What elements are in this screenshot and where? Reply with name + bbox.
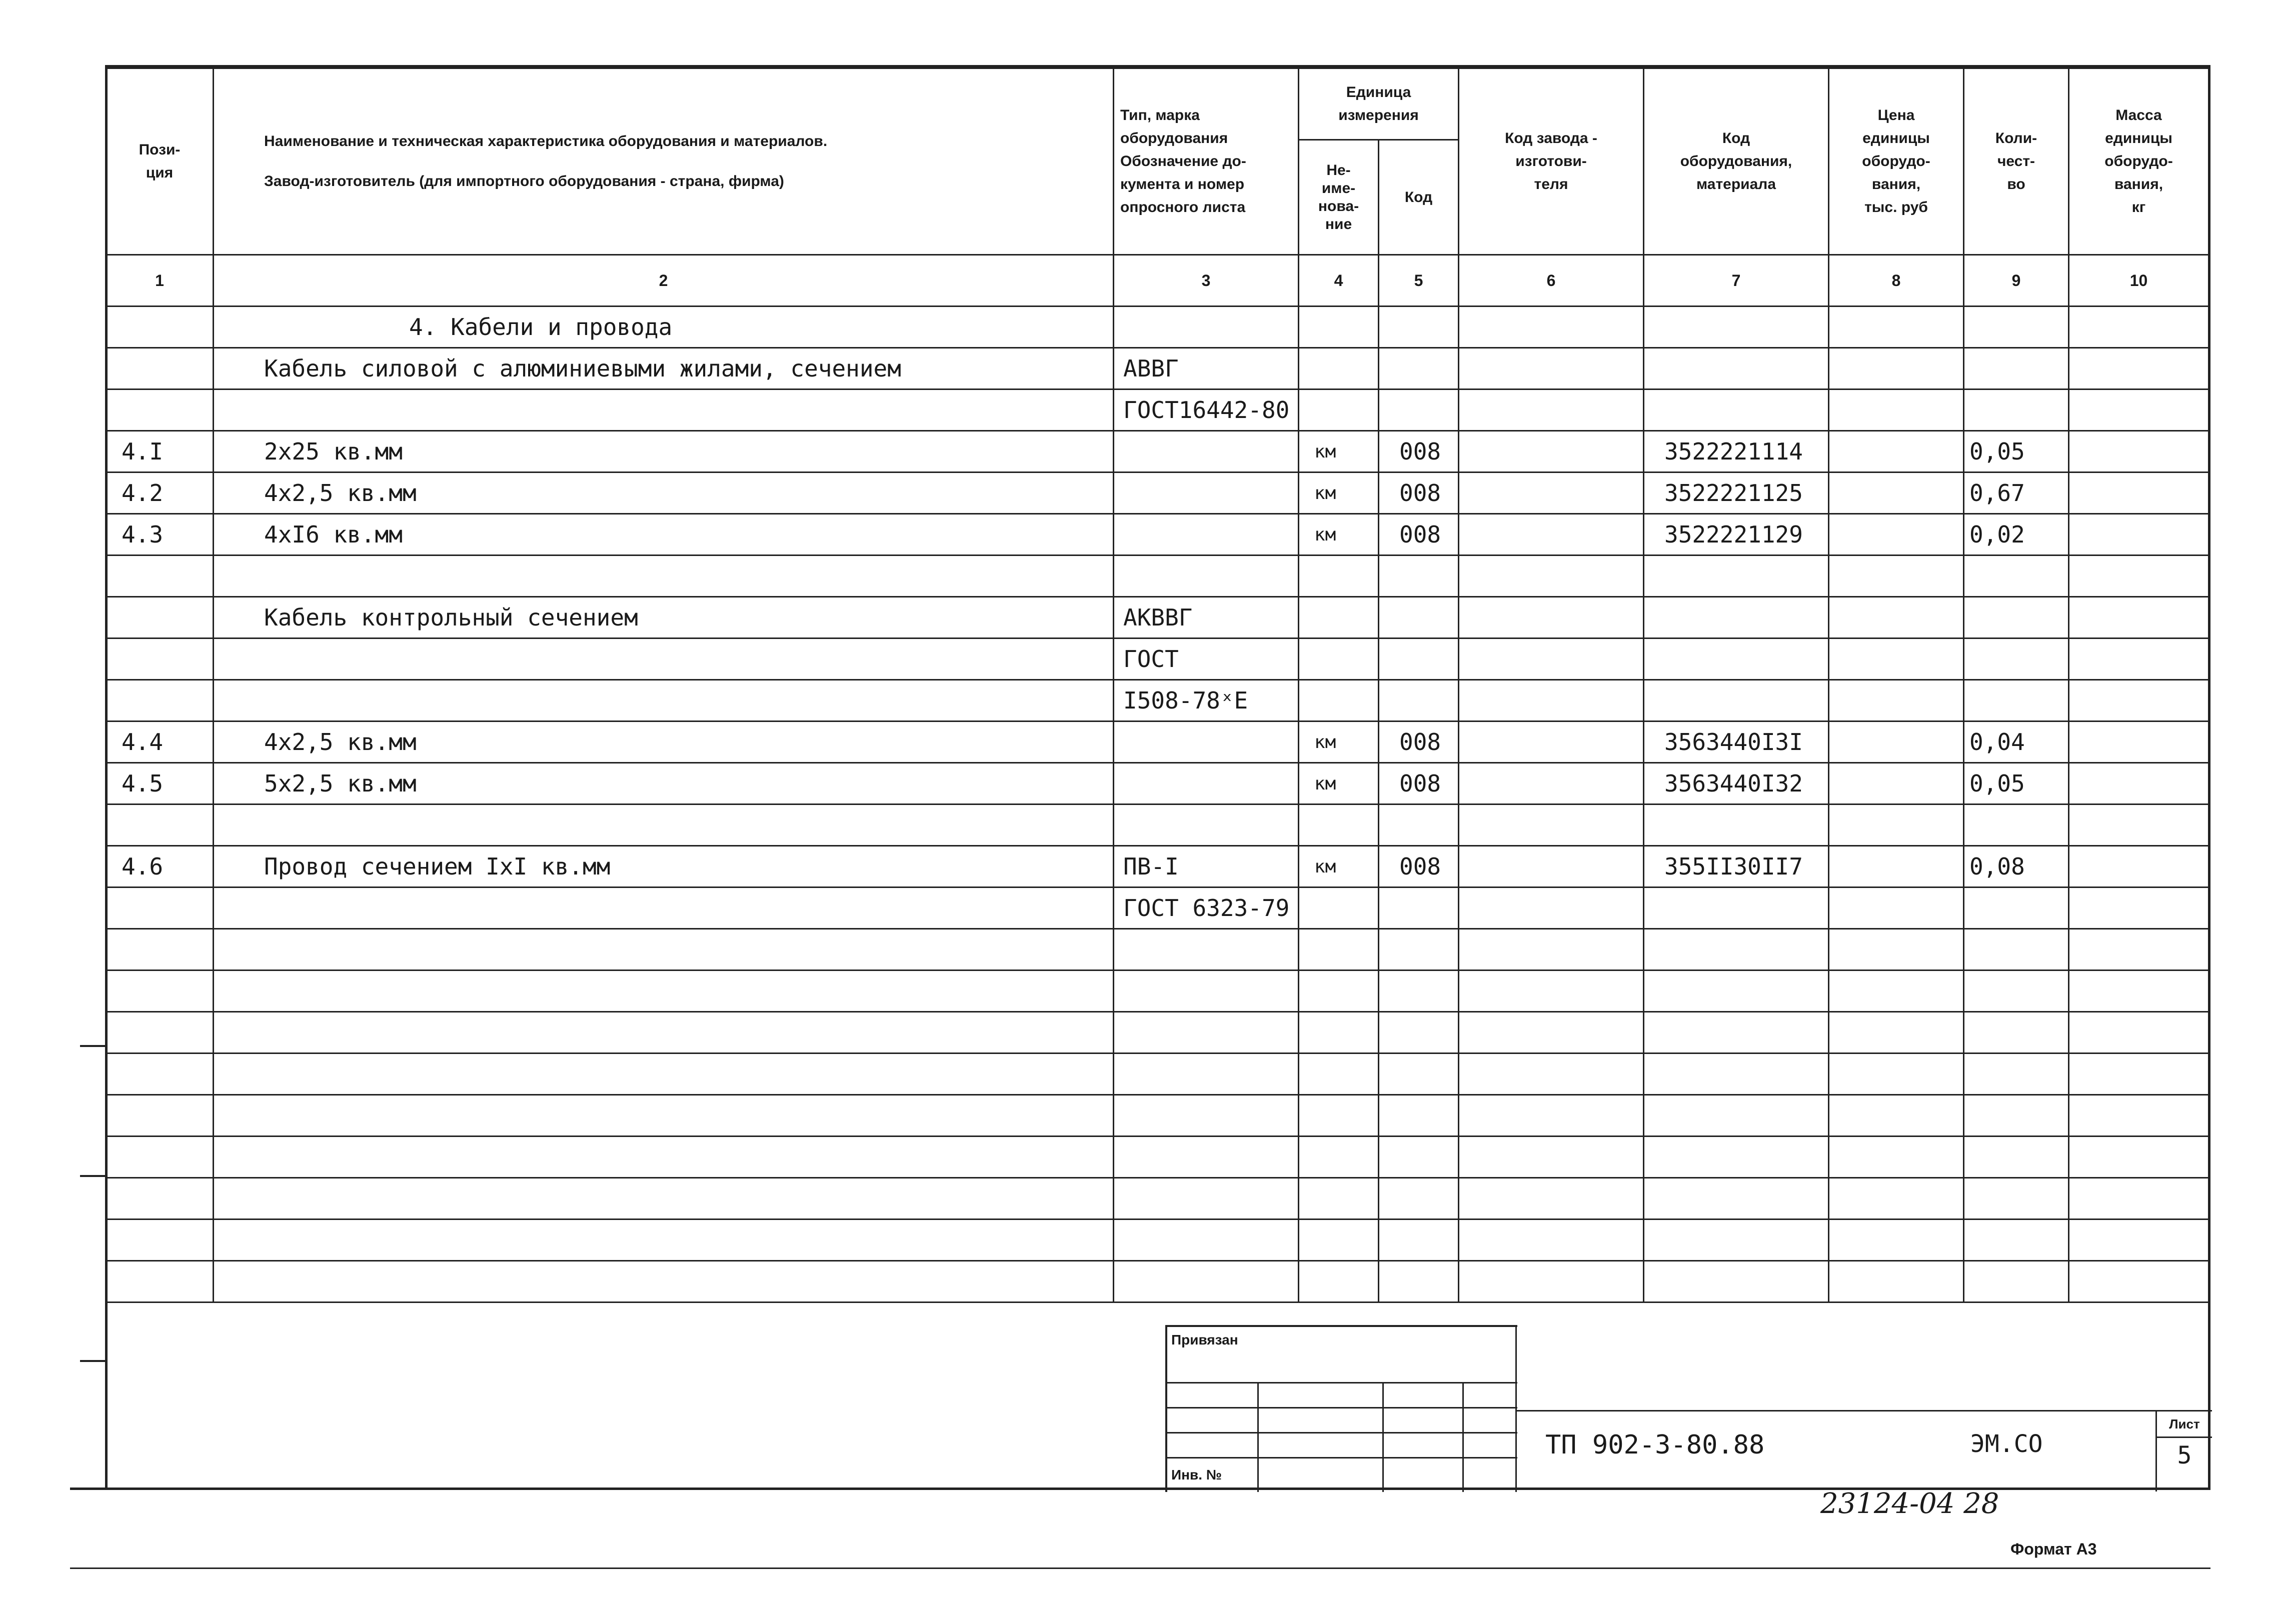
- material-code-cell: 3563440I32: [1644, 763, 1829, 804]
- quantity-cell: [1964, 638, 2069, 680]
- position-cell: 4.3: [106, 514, 214, 556]
- unit-name-cell: км: [1299, 472, 1379, 514]
- unit-name-cell: км: [1299, 431, 1379, 472]
- position-cell: [106, 1095, 214, 1136]
- material-code-cell: [1644, 1054, 1829, 1095]
- position-cell: [106, 1136, 214, 1178]
- table-row: [106, 763, 2209, 804]
- header-unit-code: Код: [1379, 140, 1459, 255]
- mass-cell: [2069, 348, 2209, 390]
- name-cell: 4х2,5 кв.мм: [214, 722, 1114, 763]
- name-cell: 5х2,5 кв.мм: [214, 763, 1114, 804]
- name-cell: [214, 929, 1114, 970]
- mass-cell: [2069, 1136, 2209, 1178]
- quantity-cell: [1964, 1012, 2069, 1054]
- position-cell: [106, 1178, 214, 1220]
- unit-name-cell: [1299, 390, 1379, 431]
- unit-code-cell: 008: [1379, 472, 1459, 514]
- mass-cell: [2069, 638, 2209, 680]
- unit-code-cell: [1379, 1261, 1459, 1302]
- unit-code-cell: [1379, 306, 1459, 348]
- plant-code-cell: [1459, 638, 1644, 680]
- unit-name-cell: [1299, 1095, 1379, 1136]
- material-code-cell: [1644, 1136, 1829, 1178]
- unit-code-cell: [1379, 348, 1459, 390]
- table-row: [106, 556, 2209, 597]
- material-code-cell: [1644, 1012, 1829, 1054]
- mass-cell: [2069, 1178, 2209, 1220]
- unit-name-cell: [1299, 888, 1379, 929]
- name-cell: [214, 1136, 1114, 1178]
- table-row: [106, 431, 2209, 472]
- unit-code-cell: 008: [1379, 722, 1459, 763]
- mass-cell: [2069, 763, 2209, 804]
- quantity-cell: [1964, 804, 2069, 846]
- material-code-cell: [1644, 390, 1829, 431]
- price-cell: [1829, 597, 1964, 638]
- price-cell: [1829, 1136, 1964, 1178]
- quantity-cell: 0,02: [1964, 514, 2069, 556]
- unit-name-cell: [1299, 1012, 1379, 1054]
- price-cell: [1829, 929, 1964, 970]
- approval-stamp: [1165, 1325, 1517, 1492]
- header-material-code: Код оборудования, материала: [1644, 68, 1829, 255]
- mass-cell: [2069, 1012, 2209, 1054]
- type-cell: АВВГ: [1114, 348, 1299, 390]
- type-cell: АКВВГ: [1114, 597, 1299, 638]
- unit-name-cell: км: [1299, 763, 1379, 804]
- type-cell: I508-78ˣЕ: [1114, 680, 1299, 722]
- quantity-cell: [1964, 888, 2069, 929]
- position-cell: [106, 1220, 214, 1261]
- unit-code-cell: 008: [1379, 431, 1459, 472]
- mass-cell: [2069, 1261, 2209, 1302]
- material-code-cell: [1644, 556, 1829, 597]
- table-row: [106, 472, 2209, 514]
- plant-code-cell: [1459, 431, 1644, 472]
- material-code-cell: [1644, 638, 1829, 680]
- table-row: [106, 722, 2209, 763]
- plant-code-cell: [1459, 1178, 1644, 1220]
- price-cell: [1829, 1054, 1964, 1095]
- unit-code-cell: [1379, 1220, 1459, 1261]
- plant-code-cell: [1459, 1095, 1644, 1136]
- table-row: [106, 846, 2209, 888]
- type-cell: [1114, 431, 1299, 472]
- price-cell: [1829, 431, 1964, 472]
- plant-code-cell: [1459, 888, 1644, 929]
- plant-code-cell: [1459, 1054, 1644, 1095]
- position-cell: [106, 970, 214, 1012]
- position-cell: 4.I: [106, 431, 214, 472]
- table-row: [106, 1054, 2209, 1095]
- price-cell: [1829, 1178, 1964, 1220]
- quantity-cell: [1964, 1220, 2069, 1261]
- header-position: Пози- ция: [106, 68, 214, 255]
- quantity-cell: [1964, 1095, 2069, 1136]
- unit-code-cell: 008: [1379, 763, 1459, 804]
- type-cell: [1114, 306, 1299, 348]
- unit-name-cell: [1299, 348, 1379, 390]
- column-number: 5: [1379, 255, 1459, 306]
- quantity-cell: [1964, 970, 2069, 1012]
- unit-code-cell: 008: [1379, 846, 1459, 888]
- unit-name-cell: [1299, 804, 1379, 846]
- table-row: [106, 1136, 2209, 1178]
- mass-cell: [2069, 804, 2209, 846]
- type-cell: [1114, 1220, 1299, 1261]
- plant-code-cell: [1459, 1136, 1644, 1178]
- name-cell: Кабель силовой с алюминиевыми жилами, сечением: [214, 348, 1114, 390]
- column-number: 7: [1644, 255, 1829, 306]
- position-cell: [106, 348, 214, 390]
- mass-cell: [2069, 472, 2209, 514]
- material-code-cell: [1644, 929, 1829, 970]
- type-cell: [1114, 722, 1299, 763]
- table-row: [106, 970, 2209, 1012]
- type-cell: [1114, 1261, 1299, 1302]
- position-cell: [106, 390, 214, 431]
- price-cell: [1829, 722, 1964, 763]
- price-cell: [1829, 970, 1964, 1012]
- material-code-cell: [1644, 1261, 1829, 1302]
- plant-code-cell: [1459, 680, 1644, 722]
- material-code-cell: [1644, 306, 1829, 348]
- type-cell: [1114, 556, 1299, 597]
- unit-name-cell: [1299, 597, 1379, 638]
- quantity-cell: 0,67: [1964, 472, 2069, 514]
- column-number: 1: [106, 255, 214, 306]
- price-cell: [1829, 1261, 1964, 1302]
- quantity-cell: [1964, 1136, 2069, 1178]
- plant-code-cell: [1459, 514, 1644, 556]
- quantity-cell: 0,05: [1964, 431, 2069, 472]
- name-cell: [214, 804, 1114, 846]
- position-cell: [106, 638, 214, 680]
- unit-code-cell: [1379, 929, 1459, 970]
- table-row: [106, 1095, 2209, 1136]
- name-cell: 4. Кабели и провода: [214, 306, 1114, 348]
- quantity-cell: [1964, 1261, 2069, 1302]
- unit-name-cell: [1299, 1220, 1379, 1261]
- material-code-cell: [1644, 597, 1829, 638]
- price-cell: [1829, 306, 1964, 348]
- price-cell: [1829, 846, 1964, 888]
- column-number: 6: [1459, 255, 1644, 306]
- position-cell: [106, 888, 214, 929]
- unit-name-cell: [1299, 638, 1379, 680]
- header-mass: Масса единицы оборудо- вания, кг: [2069, 68, 2209, 255]
- price-cell: [1829, 1220, 1964, 1261]
- price-cell: [1829, 1095, 1964, 1136]
- table-row: [106, 1261, 2209, 1302]
- position-cell: [106, 804, 214, 846]
- table-row: [106, 390, 2209, 431]
- table-row: [106, 514, 2209, 556]
- material-code-cell: 3522221114: [1644, 431, 1829, 472]
- price-cell: [1829, 680, 1964, 722]
- column-number: 8: [1829, 255, 1964, 306]
- mass-cell: [2069, 514, 2209, 556]
- table-row: [106, 929, 2209, 970]
- header-type: Тип, марка оборудования Обозначение до- кумента и номер опросного листа: [1114, 68, 1299, 255]
- type-cell: ГОСТ: [1114, 638, 1299, 680]
- name-cell: [214, 1054, 1114, 1095]
- material-code-cell: [1644, 1095, 1829, 1136]
- type-cell: [1114, 1012, 1299, 1054]
- table-row: [106, 1220, 2209, 1261]
- quantity-cell: [1964, 597, 2069, 638]
- column-number: 9: [1964, 255, 2069, 306]
- price-cell: [1829, 763, 1964, 804]
- specification-table: [105, 68, 2209, 1303]
- table-row: [106, 306, 2209, 348]
- mass-cell: [2069, 680, 2209, 722]
- price-cell: [1829, 390, 1964, 431]
- name-cell: [214, 888, 1114, 929]
- price-cell: [1829, 888, 1964, 929]
- mass-cell: [2069, 1220, 2209, 1261]
- position-cell: [106, 306, 214, 348]
- type-cell: [1114, 929, 1299, 970]
- mass-cell: [2069, 1054, 2209, 1095]
- mass-cell: [2069, 597, 2209, 638]
- type-cell: [1114, 970, 1299, 1012]
- header-unit-name: Не- име- нова- ние: [1299, 140, 1379, 255]
- position-cell: [106, 1054, 214, 1095]
- material-code-cell: 3563440I3I: [1644, 722, 1829, 763]
- plant-code-cell: [1459, 1012, 1644, 1054]
- document-number: ТП 902-3-80.88: [1545, 1430, 1765, 1460]
- unit-code-cell: [1379, 638, 1459, 680]
- type-cell: ГОСТ 6323-79: [1114, 888, 1299, 929]
- column-number: 3: [1114, 255, 1299, 306]
- material-code-cell: 3522221125: [1644, 472, 1829, 514]
- unit-code-cell: [1379, 804, 1459, 846]
- name-cell: [214, 1178, 1114, 1220]
- mass-cell: [2069, 970, 2209, 1012]
- material-code-cell: [1644, 348, 1829, 390]
- position-cell: [106, 597, 214, 638]
- unit-name-cell: [1299, 1261, 1379, 1302]
- type-cell: [1114, 1178, 1299, 1220]
- position-cell: [106, 680, 214, 722]
- unit-name-cell: км: [1299, 514, 1379, 556]
- material-code-cell: [1644, 1220, 1829, 1261]
- unit-code-cell: [1379, 1178, 1459, 1220]
- name-cell: [214, 680, 1114, 722]
- material-code-cell: 355II30II7: [1644, 846, 1829, 888]
- column-number: 2: [214, 255, 1114, 306]
- table-row: [106, 597, 2209, 638]
- type-cell: ПВ-I: [1114, 846, 1299, 888]
- unit-name-cell: [1299, 1136, 1379, 1178]
- header-unit: Единица измерения: [1299, 68, 1459, 140]
- quantity-cell: [1964, 390, 2069, 431]
- quantity-cell: [1964, 306, 2069, 348]
- price-cell: [1829, 514, 1964, 556]
- sheet-number: 5: [2177, 1442, 2192, 1470]
- price-cell: [1829, 472, 1964, 514]
- plant-code-cell: [1459, 556, 1644, 597]
- position-cell: 4.2: [106, 472, 214, 514]
- type-cell: [1114, 472, 1299, 514]
- column-number: 4: [1299, 255, 1379, 306]
- material-code-cell: [1644, 680, 1829, 722]
- table-row: [106, 804, 2209, 846]
- paper-format: Формат А3: [2010, 1540, 2097, 1558]
- quantity-cell: [1964, 1054, 2069, 1095]
- inventory-label: Инв. №: [1171, 1467, 1222, 1482]
- quantity-cell: [1964, 929, 2069, 970]
- type-cell: [1114, 514, 1299, 556]
- plant-code-cell: [1459, 763, 1644, 804]
- name-cell: [214, 1261, 1114, 1302]
- material-code-cell: 3522221129: [1644, 514, 1829, 556]
- position-cell: [106, 556, 214, 597]
- quantity-cell: [1964, 556, 2069, 597]
- sheet-number-box: [2155, 1410, 2212, 1492]
- unit-name-cell: [1299, 1178, 1379, 1220]
- name-cell: 2х25 кв.мм: [214, 431, 1114, 472]
- type-cell: [1114, 1054, 1299, 1095]
- position-cell: 4.6: [106, 846, 214, 888]
- unit-name-cell: [1299, 556, 1379, 597]
- position-cell: 4.5: [106, 763, 214, 804]
- handwritten-number: 23124-04 28: [1820, 1488, 1999, 1520]
- unit-code-cell: [1379, 1054, 1459, 1095]
- unit-code-cell: [1379, 1136, 1459, 1178]
- table-row: [106, 1012, 2209, 1054]
- mass-cell: [2069, 888, 2209, 929]
- name-cell: [214, 638, 1114, 680]
- plant-code-cell: [1459, 722, 1644, 763]
- price-cell: [1829, 348, 1964, 390]
- table-row: [106, 638, 2209, 680]
- mass-cell: [2069, 846, 2209, 888]
- header-price: Цена единицы оборудо- вания, тыс. руб: [1829, 68, 1964, 255]
- unit-code-cell: 008: [1379, 514, 1459, 556]
- quantity-cell: [1964, 1178, 2069, 1220]
- material-code-cell: [1644, 888, 1829, 929]
- name-cell: [214, 970, 1114, 1012]
- mass-cell: [2069, 1095, 2209, 1136]
- plant-code-cell: [1459, 306, 1644, 348]
- attached-label: Привязан: [1171, 1332, 1238, 1348]
- mass-cell: [2069, 306, 2209, 348]
- type-cell: ГОСТ16442-80: [1114, 390, 1299, 431]
- name-cell: 4хI6 кв.мм: [214, 514, 1114, 556]
- table-row: [106, 888, 2209, 929]
- plant-code-cell: [1459, 348, 1644, 390]
- unit-name-cell: [1299, 680, 1379, 722]
- document-code: ЭМ.СО: [1970, 1430, 2043, 1458]
- unit-name-cell: [1299, 306, 1379, 348]
- unit-name-cell: [1299, 929, 1379, 970]
- name-cell: [214, 1220, 1114, 1261]
- price-cell: [1829, 638, 1964, 680]
- quantity-cell: 0,08: [1964, 846, 2069, 888]
- quantity-cell: [1964, 680, 2069, 722]
- mass-cell: [2069, 390, 2209, 431]
- plant-code-cell: [1459, 929, 1644, 970]
- unit-name-cell: км: [1299, 846, 1379, 888]
- table-row: [106, 348, 2209, 390]
- plant-code-cell: [1459, 970, 1644, 1012]
- table-row: [106, 1178, 2209, 1220]
- position-cell: [106, 1261, 214, 1302]
- type-cell: [1114, 1095, 1299, 1136]
- header-plant-code: Код завода - изготови- теля: [1459, 68, 1644, 255]
- name-cell: [214, 1095, 1114, 1136]
- sheet-label: Лист: [2157, 1412, 2212, 1438]
- name-cell: [214, 1012, 1114, 1054]
- column-number: 10: [2069, 255, 2209, 306]
- mass-cell: [2069, 929, 2209, 970]
- plant-code-cell: [1459, 1261, 1644, 1302]
- name-cell: Провод сечением IхI кв.мм: [214, 846, 1114, 888]
- material-code-cell: [1644, 970, 1829, 1012]
- price-cell: [1829, 556, 1964, 597]
- type-cell: [1114, 804, 1299, 846]
- plant-code-cell: [1459, 597, 1644, 638]
- mass-cell: [2069, 431, 2209, 472]
- plant-code-cell: [1459, 846, 1644, 888]
- unit-name-cell: [1299, 970, 1379, 1012]
- type-cell: [1114, 763, 1299, 804]
- header-name: Наименование и техническая характеристика оборудования и материалов. Завод-изготовитель (для импортного оборудования - страна, фирма): [214, 68, 1114, 255]
- unit-code-cell: [1379, 597, 1459, 638]
- type-cell: [1114, 1136, 1299, 1178]
- quantity-cell: 0,04: [1964, 722, 2069, 763]
- unit-code-cell: [1379, 1095, 1459, 1136]
- unit-name-cell: км: [1299, 722, 1379, 763]
- mass-cell: [2069, 556, 2209, 597]
- unit-code-cell: [1379, 1012, 1459, 1054]
- table-row: [106, 680, 2209, 722]
- name-cell: Кабель контрольный сечением: [214, 597, 1114, 638]
- quantity-cell: [1964, 348, 2069, 390]
- price-cell: [1829, 1012, 1964, 1054]
- plant-code-cell: [1459, 472, 1644, 514]
- position-cell: 4.4: [106, 722, 214, 763]
- unit-code-cell: [1379, 390, 1459, 431]
- unit-name-cell: [1299, 1054, 1379, 1095]
- plant-code-cell: [1459, 804, 1644, 846]
- quantity-cell: 0,05: [1964, 763, 2069, 804]
- unit-code-cell: [1379, 680, 1459, 722]
- price-cell: [1829, 804, 1964, 846]
- plant-code-cell: [1459, 1220, 1644, 1261]
- name-cell: [214, 390, 1114, 431]
- unit-code-cell: [1379, 556, 1459, 597]
- unit-code-cell: [1379, 888, 1459, 929]
- position-cell: [106, 929, 214, 970]
- name-cell: [214, 556, 1114, 597]
- mass-cell: [2069, 722, 2209, 763]
- material-code-cell: [1644, 1178, 1829, 1220]
- name-cell: 4х2,5 кв.мм: [214, 472, 1114, 514]
- unit-code-cell: [1379, 970, 1459, 1012]
- position-cell: [106, 1012, 214, 1054]
- plant-code-cell: [1459, 390, 1644, 431]
- material-code-cell: [1644, 804, 1829, 846]
- header-quantity: Коли- чест- во: [1964, 68, 2069, 255]
